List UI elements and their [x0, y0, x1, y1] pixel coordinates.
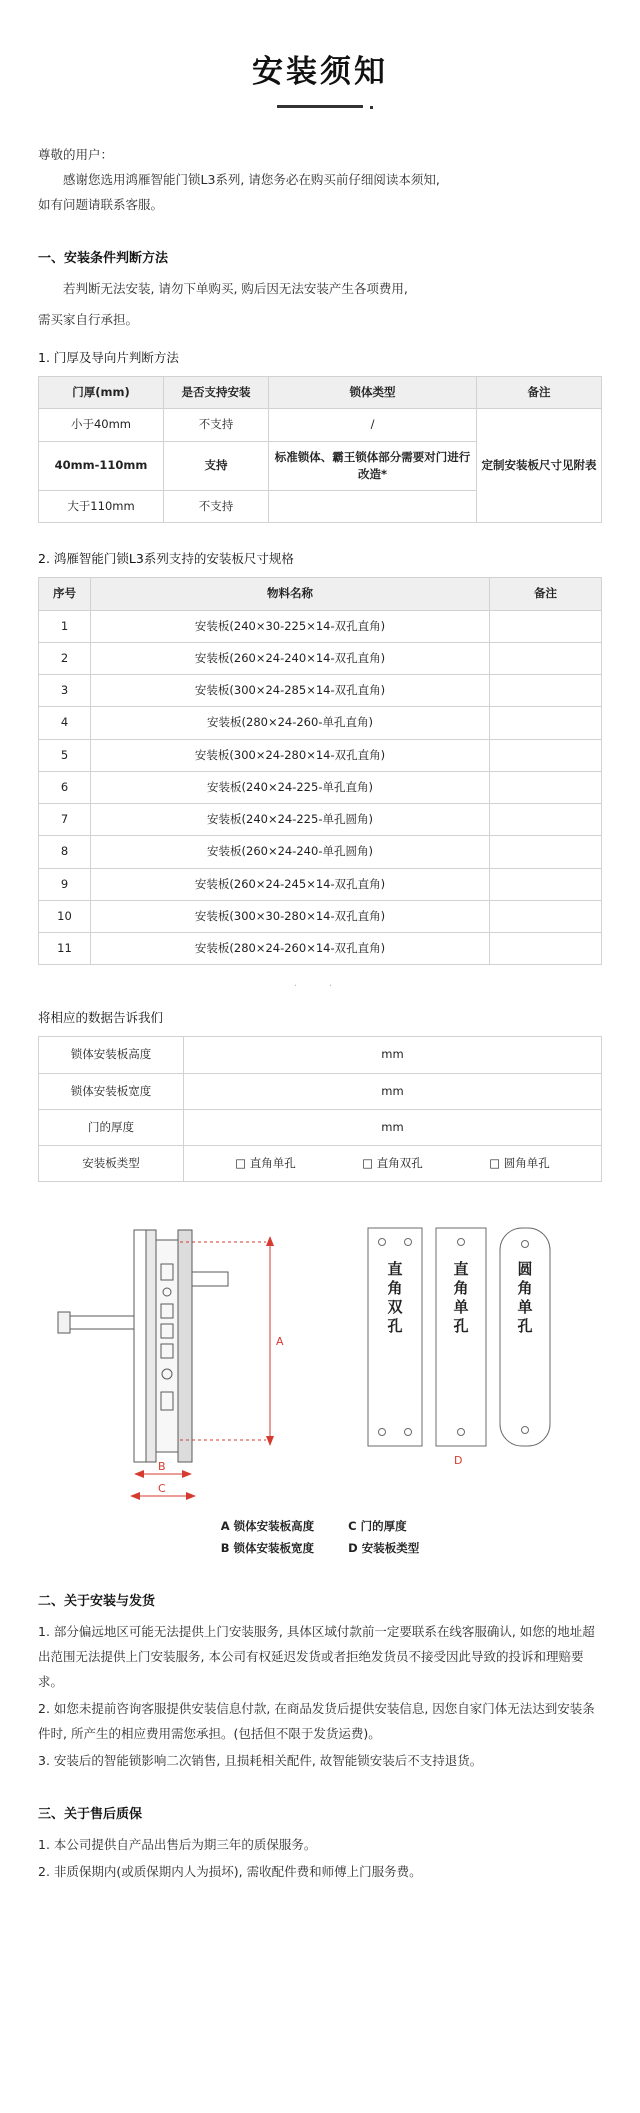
cell-thickness: 大于110mm [39, 491, 164, 523]
form-value-door-thickness[interactable]: mm [184, 1109, 602, 1145]
form-label-plate-type: 安装板类型 [39, 1146, 184, 1182]
cell-thickness: 小于40mm [39, 409, 164, 441]
plate-label-right-angle-double: 直角双孔 [387, 1260, 403, 1335]
table-row [39, 610, 602, 642]
cell-material: 安装板(300×24-280×14-双孔直角) [91, 739, 490, 771]
legend-column-right [348, 1516, 419, 1560]
table-header-row [39, 377, 602, 409]
cell-material: 安装板(260×24-245×14-双孔直角) [91, 868, 490, 900]
section-1-heading: 一、安装条件判断方法 [38, 251, 169, 266]
legend-column-left [221, 1516, 314, 1560]
table-row [39, 836, 602, 868]
lock-diagram-svg [38, 1212, 602, 1512]
page-title: 安装须知 [252, 54, 388, 90]
cell-lock-type: 标准锁体、霸王锁体部分需要对门进行改造* [269, 441, 477, 491]
form-value-plate-height[interactable]: mm [184, 1037, 602, 1073]
cell-remark [490, 739, 602, 771]
intro-line-2: 如有问题请联系客服。 [38, 197, 164, 212]
legend-item-b: B 锁体安装板宽度 [220, 1541, 315, 1556]
door-thickness-table [38, 376, 602, 523]
table-row [39, 868, 602, 900]
th-support: 是否支持安装 [164, 377, 269, 409]
form-label-door-thickness: 门的厚度 [39, 1109, 184, 1145]
table-row [39, 933, 602, 965]
cell-support: 支持 [164, 441, 269, 491]
cell-remark [490, 933, 602, 965]
cell-material: 安装板(260×24-240-单孔圆角) [91, 836, 490, 868]
section-3-item-1: 1. 本公司提供自产品出售后为期三年的质保服务。 [38, 1836, 317, 1852]
diagram-legend [38, 1516, 602, 1560]
dim-label-c: C [158, 1482, 166, 1496]
table-row [39, 675, 602, 707]
form-label-plate-height: 锁体安装板高度 [39, 1037, 184, 1073]
th-remark: 备注 [477, 377, 602, 409]
section-3-item-2: 2. 非质保期内(或质保期内人为损坏), 需收配件费和师傅上门服务费。 [38, 1863, 422, 1879]
section-3-heading: 三、关于售后质保 [38, 1806, 143, 1822]
cell-material: 安装板(240×30-225×14-双孔直角) [91, 610, 490, 642]
cell-index: 10 [39, 900, 91, 932]
cell-material: 安装板(240×24-225-单孔圆角) [91, 804, 490, 836]
cell-remark [490, 868, 602, 900]
intro-block [38, 142, 602, 217]
cell-support: 不支持 [164, 491, 269, 523]
lock-diagram [38, 1212, 602, 1512]
table-header-row [39, 578, 602, 610]
decorative-dots: · · [293, 979, 347, 993]
cell-index: 11 [39, 933, 91, 965]
table-row [39, 1109, 602, 1145]
intro-line-1: 感谢您选用鸿雁智能门锁L3系列, 请您务必在购买前仔细阅读本须知, [63, 172, 440, 187]
cell-remark [490, 900, 602, 932]
cell-remark [490, 771, 602, 803]
plate-label-right-angle-single: 直角单孔 [453, 1260, 469, 1335]
cell-material: 安装板(300×24-285×14-双孔直角) [91, 675, 490, 707]
cell-index: 5 [39, 739, 91, 771]
th-lock-type: 锁体类型 [269, 377, 477, 409]
cell-remark-merged: 定制安装板尺寸见附表 [477, 409, 602, 523]
cell-index: 3 [39, 675, 91, 707]
table-row [39, 804, 602, 836]
title-divider [277, 105, 363, 108]
section-2-item-3: 3. 安装后的智能锁影响二次销售, 且损耗相关配件, 故智能锁安装后不支持退货。 [38, 1752, 483, 1768]
cell-remark [490, 804, 602, 836]
cell-material: 安装板(280×24-260-单孔直角) [91, 707, 490, 739]
cell-remark [490, 675, 602, 707]
cell-index: 7 [39, 804, 91, 836]
intro-salutation: 尊敬的用户： [38, 147, 114, 162]
cell-remark [490, 836, 602, 868]
th-remark: 备注 [490, 578, 602, 610]
cell-index: 8 [39, 836, 91, 868]
subsection-2-heading: 2. 鸿雁智能门锁L3系列支持的安装板尺寸规格 [38, 551, 294, 567]
cell-thickness: 40mm-110mm [39, 441, 164, 491]
cell-remark [490, 707, 602, 739]
dim-label-a: A [276, 1335, 284, 1349]
form-value-plate-type [184, 1146, 602, 1182]
dim-label-d: D [454, 1454, 463, 1468]
table-row [39, 1037, 602, 1073]
cell-index: 4 [39, 707, 91, 739]
form-label-plate-width: 锁体安装板宽度 [39, 1073, 184, 1109]
section-2-heading: 二、关于安装与发货 [38, 1593, 156, 1609]
cell-material: 安装板(300×30-280×14-双孔直角) [91, 900, 490, 932]
section-1-note-1: 若判断无法安装, 请勿下单购买, 购后因无法安装产生各项费用, [63, 281, 408, 296]
legend-item-c: C 门的厚度 [348, 1519, 407, 1534]
plate-label-round-angle-single: 圆角单孔 [517, 1260, 533, 1335]
mounting-plate-spec-table [38, 577, 602, 965]
cell-material: 安装板(280×24-260×14-双孔直角) [91, 933, 490, 965]
table-row [39, 771, 602, 803]
subsection-1-heading: 1. 门厚及导向片判断方法 [38, 350, 179, 365]
table-row [39, 900, 602, 932]
title-block [38, 0, 602, 108]
cell-support: 不支持 [164, 409, 269, 441]
form-heading: 将相应的数据告诉我们 [38, 1010, 164, 1026]
checkbox-right-angle-single[interactable]: □ 直角单孔 [235, 1156, 296, 1170]
measurement-form-table [38, 1036, 602, 1182]
th-material-name: 物料名称 [91, 578, 490, 610]
legend-item-a: A 锁体安装板高度 [220, 1519, 315, 1534]
table-row [39, 707, 602, 739]
cell-material: 安装板(240×24-225-单孔直角) [91, 771, 490, 803]
checkbox-right-angle-double[interactable]: □ 直角双孔 [362, 1156, 423, 1170]
cell-lock-type: / [269, 409, 477, 441]
section-1-note-2: 需买家自行承担。 [38, 312, 139, 327]
table-row [39, 642, 602, 674]
cell-index: 9 [39, 868, 91, 900]
table-row [39, 1146, 602, 1182]
legend-item-d: D 安装板类型 [348, 1541, 420, 1556]
dim-label-b: B [158, 1460, 166, 1474]
section-2-item-1: 1. 部分偏远地区可能无法提供上门安装服务, 具体区域付款前一定要联系在线客服确认, 如您的地址超出范围无法提供上门安装服务, 本公司有权延迟发货或者拒绝发货员不接受因此导致的投诉和理赔要求。 [38, 1623, 595, 1689]
cell-index: 6 [39, 771, 91, 803]
cell-lock-type [269, 491, 477, 523]
th-door-thickness: 门厚(mm) [39, 377, 164, 409]
checkbox-round-angle-single[interactable]: □ 圆角单孔 [489, 1156, 550, 1170]
table-row [39, 1073, 602, 1109]
cell-remark [490, 642, 602, 674]
cell-index: 2 [39, 642, 91, 674]
th-index: 序号 [39, 578, 91, 610]
cell-remark [490, 610, 602, 642]
table-row [39, 739, 602, 771]
table-row [39, 409, 602, 441]
cell-material: 安装板(260×24-240×14-双孔直角) [91, 642, 490, 674]
cell-index: 1 [39, 610, 91, 642]
section-2-item-2: 2. 如您未提前咨询客服提供安装信息付款, 在商品发货后提供安装信息, 因您自家门体无法达到安装条件时, 所产生的相应费用需您承担。(包括但不限于发货运费)。 [38, 1700, 595, 1741]
form-value-plate-width[interactable]: mm [184, 1073, 602, 1109]
